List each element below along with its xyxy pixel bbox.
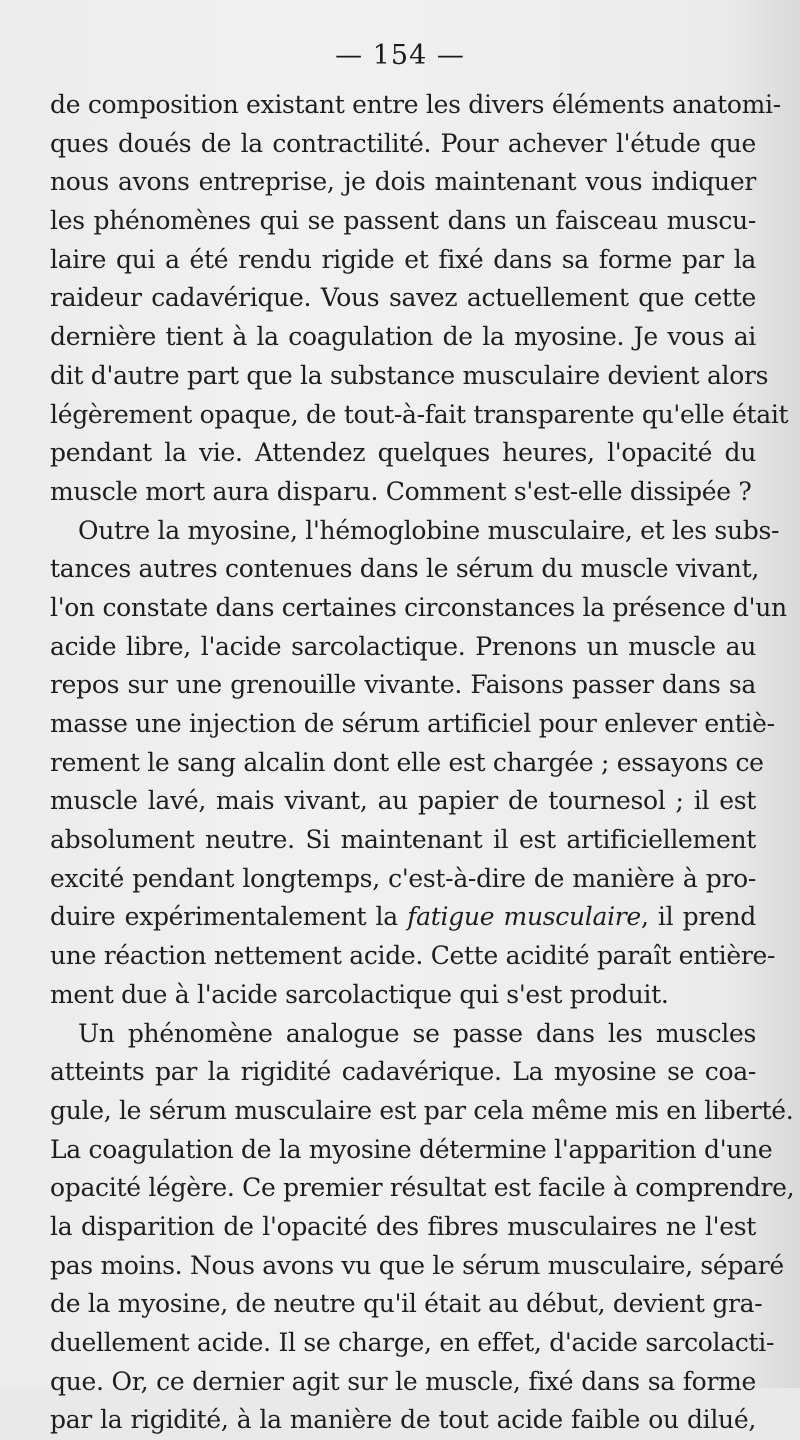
text-line: pas moins. Nous avons vu que le sérum musculaire, séparé [50, 1250, 784, 1280]
italic-term: fatigue musculaire [407, 902, 641, 932]
text-line: que. Or, ce dernier agit sur le muscle, fixé dans sa forme [50, 1366, 756, 1396]
paragraph-end-line: muscle mort aura disparu. Comment s'est-elle dissipée ? [50, 476, 752, 506]
text-line: atteints par la rigidité cadavérique. La myosine se coa- [50, 1057, 756, 1087]
text-line: une réaction nettement acide. Cette acidité paraît entière- [50, 941, 776, 971]
body-text [50, 86, 795, 1440]
text-line: muscle lavé, mais vivant, au papier de tournesol ; il est [50, 786, 756, 816]
text-line: dit d'autre part que la substance musculaire devient alors [50, 360, 769, 390]
text-line: légèrement opaque, de tout-à-fait transparente qu'elle était [50, 399, 789, 429]
text-line: nous avons entreprise, je dois maintenant vous indiquer [50, 167, 756, 197]
text-line: par la rigidité, à la manière de tout acide faible ou dilué, [50, 1405, 756, 1435]
text-line: tances autres contenues dans le sérum du muscle vivant, [50, 554, 759, 584]
text-line: rement le sang alcalin dont elle est chargée ; essayons ce [50, 747, 764, 777]
text-line: raideur cadavérique. Vous savez actuellement que cette [50, 283, 756, 313]
paragraph-start-line: Outre la myosine, l'hémoglobine musculaire, et les subs- [78, 515, 780, 545]
text-line: la disparition de l'opacité des fibres musculaires ne l'est [50, 1211, 756, 1241]
text-line: l'on constate dans certaines circonstances la présence d'un [50, 592, 787, 622]
text-line: ques doués de la contractilité. Pour achever l'étude que [50, 128, 756, 158]
text-line: dernière tient à la coagulation de la myosine. Je vous ai [50, 322, 756, 352]
text-line: gule, le sérum musculaire est par cela même mis en liberté. [50, 1095, 794, 1125]
text-line: acide libre, l'acide sarcolactique. Prenons un muscle au [50, 631, 756, 661]
text-line: de la myosine, de neutre qu'il était au début, devient gra- [50, 1289, 763, 1319]
line-text-after: , il prend [640, 902, 757, 932]
page-number: — 154 — [335, 40, 465, 71]
text-line: pendant la vie. Attendez quelques heures, l'opacité du [50, 438, 756, 468]
text-line: opacité légère. Ce premier résultat est facile à comprendre, [50, 1173, 795, 1203]
line-text-before: duire expérimentalement la [50, 902, 408, 932]
text-line: absolument neutre. Si maintenant il est artificiellement [50, 825, 756, 855]
text-line: excité pendant longtemps, c'est-à-dire de manière à pro- [50, 863, 756, 893]
paragraph-end-line: ment due à l'acide sarcolactique qui s'est produit. [50, 979, 669, 1009]
text-line: repos sur une grenouille vivante. Faisons passer dans sa [50, 670, 756, 700]
text-line: masse une injection de sérum artificiel pour enlever entiè- [50, 709, 775, 738]
text-line: de composition existant entre les divers éléments anatomi- [50, 90, 781, 119]
text-line: laire qui a été rendu rigide et fixé dans sa forme par la [50, 244, 756, 274]
text-line: les phénomènes qui se passent dans un faisceau muscu- [50, 206, 756, 236]
text-line: duellement acide. Il se charge, en effet, d'acide sarcolacti- [50, 1328, 775, 1357]
paragraph-start-line: Un phénomène analogue se passe dans les muscles [78, 1018, 756, 1048]
text-line-with-italic [50, 898, 756, 937]
text-line: La coagulation de la myosine détermine l'apparition d'une [50, 1134, 773, 1164]
